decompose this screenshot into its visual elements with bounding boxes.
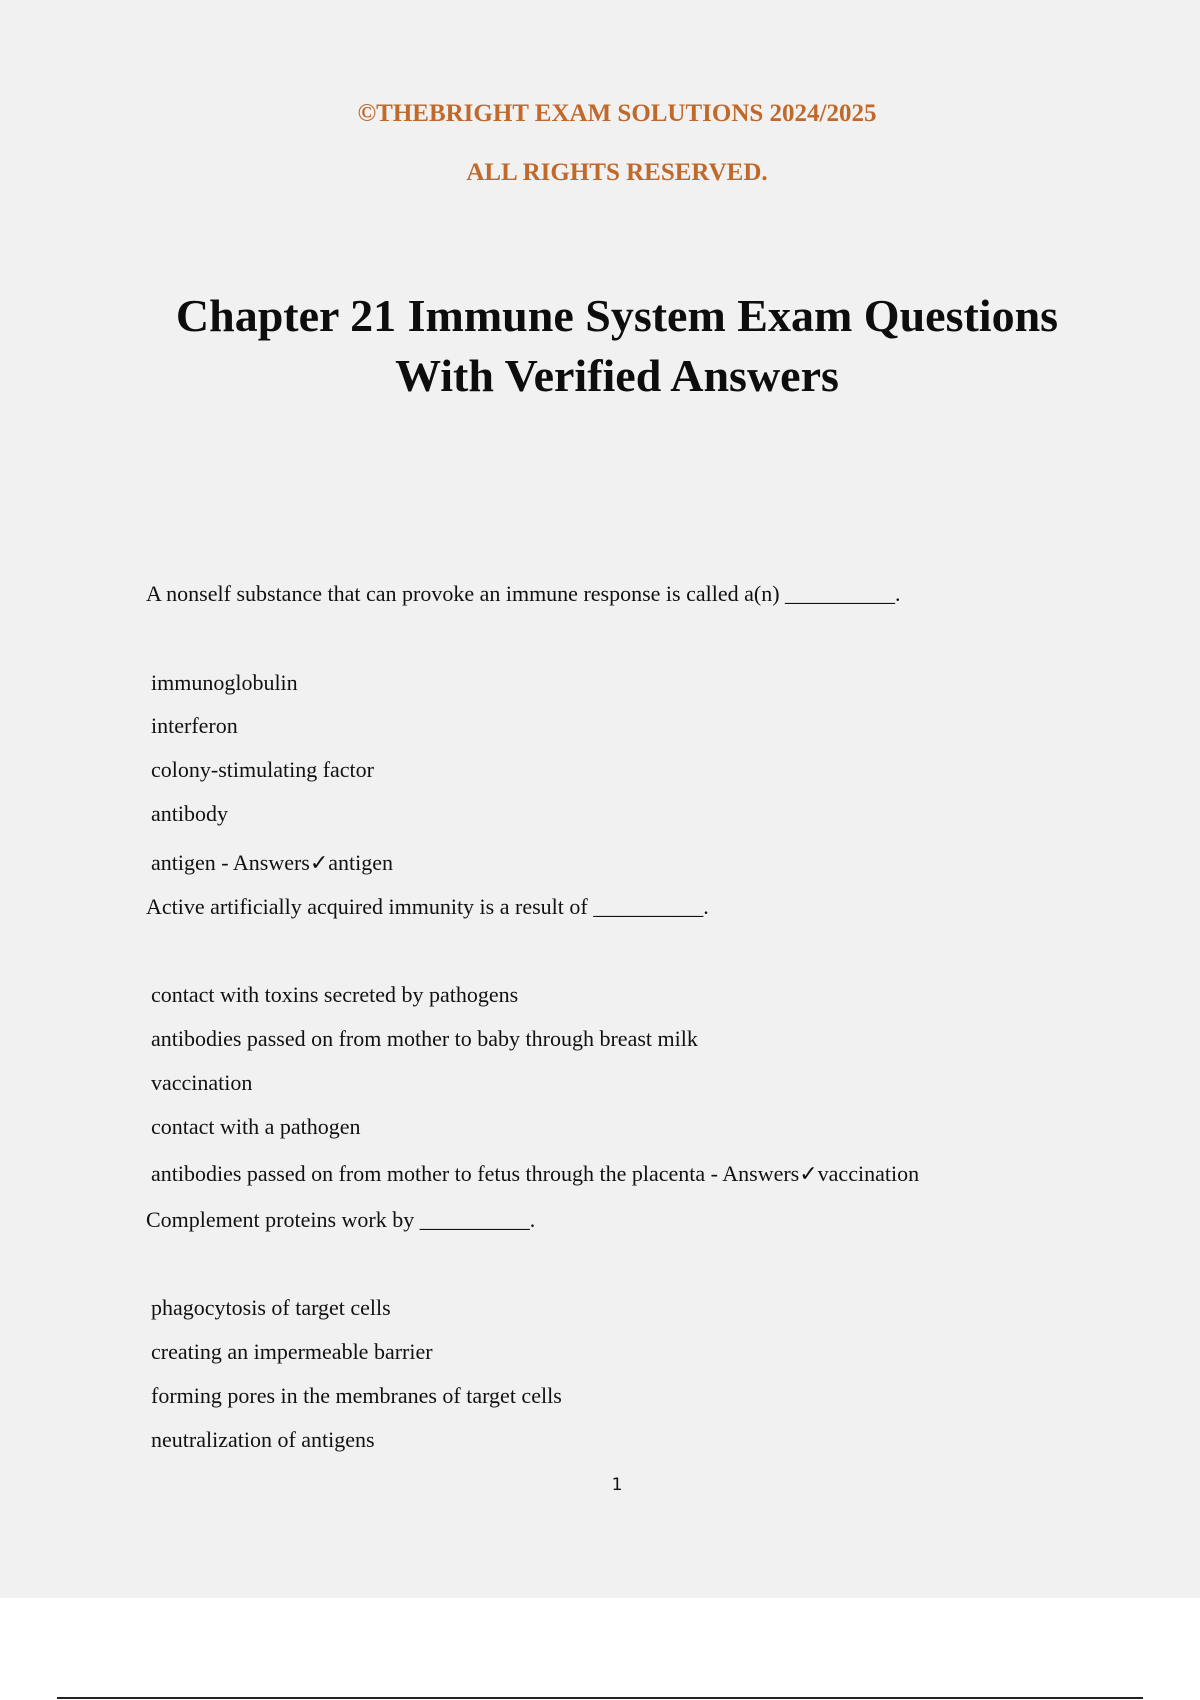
rights-reserved-notice: ALL RIGHTS RESERVED.	[466, 159, 768, 186]
question-prompt: Active artificially acquired immunity is a result of __________.	[146, 894, 709, 919]
answer-option: immunoglobulin	[151, 670, 298, 695]
answer-option: antibodies passed on from mother to baby through breast milk	[151, 1026, 698, 1051]
question-prompt: Complement proteins work by __________.	[146, 1207, 536, 1232]
answer-option: contact with toxins secreted by pathogens	[151, 982, 519, 1007]
answer-option: contact with a pathogen	[151, 1114, 361, 1139]
answer-option: antibody	[151, 801, 228, 826]
page-number: 1	[611, 1475, 623, 1495]
answer-option: forming pores in the membranes of target cells	[151, 1383, 562, 1408]
question-prompt: A nonself substance that can provoke an immune response is called a(n) __________.	[146, 581, 901, 606]
copyright-notice: ©THEBRIGHT EXAM SOLUTIONS 2024/2025	[357, 100, 877, 127]
footer-divider	[57, 1697, 1143, 1699]
answer-option: interferon	[151, 713, 238, 738]
answer-option-with-answer: antigen - Answers✓antigen	[151, 850, 394, 875]
document-title	[0, 286, 1200, 406]
answer-option: phagocytosis of target cells	[151, 1295, 391, 1320]
answer-option: vaccination	[151, 1070, 253, 1095]
answer-option: neutralization of antigens	[151, 1427, 375, 1452]
answer-option: colony-stimulating factor	[151, 757, 374, 782]
answer-option: creating an impermeable barrier	[151, 1339, 433, 1364]
title-line-2: With Verified Answers	[395, 350, 839, 401]
answer-option-with-answer: antibodies passed on from mother to fetus through the placenta - Answers✓vaccination	[151, 1161, 920, 1186]
title-line-1: Chapter 21 Immune System Exam Questions	[175, 290, 1059, 341]
